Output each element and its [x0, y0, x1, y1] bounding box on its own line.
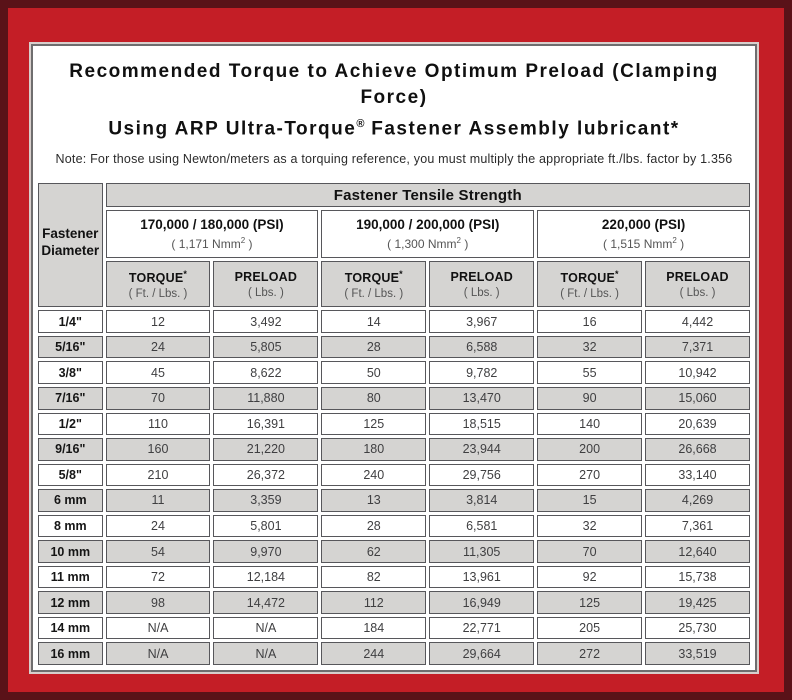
preload-value-cell: 18,515	[429, 413, 534, 436]
psi-value: 190,000 / 200,000 (PSI)	[356, 217, 500, 233]
torque-value-cell: 110	[106, 413, 211, 436]
torque-value-cell: 11	[106, 489, 211, 512]
diameter-cell: 9/16"	[38, 438, 103, 461]
table-row	[38, 387, 750, 410]
torque-value-cell: 200	[537, 438, 642, 461]
preload-value-cell: 3,359	[213, 489, 318, 512]
page-title	[35, 59, 753, 142]
preload-value-cell: 3,814	[429, 489, 534, 512]
torque-value-cell: 80	[321, 387, 426, 410]
torque-value-cell: 45	[106, 361, 211, 384]
preload-value-cell: 9,782	[429, 361, 534, 384]
torque-value-cell: 24	[106, 515, 211, 538]
torque-value-cell: 13	[321, 489, 426, 512]
torque-value-cell: 180	[321, 438, 426, 461]
diameter-cell: 7/16"	[38, 387, 103, 410]
preload-value-cell: 4,269	[645, 489, 750, 512]
nmm-value: ( 1,171 Nmm$^2$ )	[171, 236, 253, 252]
table-row	[38, 591, 750, 614]
preload-value-cell: 11,880	[213, 387, 318, 410]
psi-value: 170,000 / 180,000 (PSI)	[140, 217, 284, 233]
psi-value: 220,000 (PSI)	[601, 217, 686, 233]
torque-value-cell: 28	[321, 515, 426, 538]
preload-value-cell: N/A	[213, 617, 318, 640]
preload-value-cell: 13,470	[429, 387, 534, 410]
preload-value-cell: 15,060	[645, 387, 750, 410]
torque-value-cell: 240	[321, 464, 426, 487]
preload-value-cell: 8,622	[213, 361, 318, 384]
table-row	[38, 336, 750, 359]
torque-value-cell: 92	[537, 566, 642, 589]
preload-value-cell: 16,949	[429, 591, 534, 614]
preload-value-cell: 6,581	[429, 515, 534, 538]
note-text: Note: For those using Newton/meters as a torquing reference, you must multiply the appropriate ft./lbs. factor by 1.356	[55, 152, 733, 167]
nmm-value: ( 1,515 Nmm$^2$ )	[603, 236, 685, 252]
torque-table	[35, 180, 753, 668]
preload-value-cell: 19,425	[645, 591, 750, 614]
group-header-tensile-strength: Fastener Tensile Strength	[106, 183, 750, 207]
corner-header-line2: Diameter	[41, 243, 100, 259]
registered-mark: ®	[356, 118, 365, 130]
torque-table-container	[35, 180, 753, 668]
table-row	[38, 413, 750, 436]
preload-value-cell: 23,944	[429, 438, 534, 461]
torque-value-cell: 125	[537, 591, 642, 614]
preload-value-cell: 13,961	[429, 566, 534, 589]
torque-value-cell: 70	[106, 387, 211, 410]
preload-value-cell: 33,519	[645, 642, 750, 665]
title-line1: Recommended Torque to Achieve Optimum Preload (Clamping Force)	[69, 61, 719, 108]
preload-value-cell: 12,640	[645, 540, 750, 563]
diameter-cell: 3/8"	[38, 361, 103, 384]
torque-value-cell: 12	[106, 310, 211, 333]
preload-header-1: PRELOAD ( Lbs. )	[213, 261, 318, 307]
diameter-cell: 5/16"	[38, 336, 103, 359]
torque-value-cell: 32	[537, 515, 642, 538]
torque-value-cell: 90	[537, 387, 642, 410]
diameter-cell: 12 mm	[38, 591, 103, 614]
torque-value-cell: 140	[537, 413, 642, 436]
table-row	[38, 438, 750, 461]
diameter-cell: 8 mm	[38, 515, 103, 538]
preload-value-cell: 33,140	[645, 464, 750, 487]
preload-value-cell: 10,942	[645, 361, 750, 384]
content-panel	[31, 44, 757, 672]
title-line2-pre: Using ARP Ultra-Torque	[108, 118, 357, 140]
table-row	[38, 617, 750, 640]
torque-value-cell: 32	[537, 336, 642, 359]
diameter-cell: 14 mm	[38, 617, 103, 640]
torque-value-cell: 205	[537, 617, 642, 640]
preload-value-cell: 6,588	[429, 336, 534, 359]
preload-value-cell: 5,801	[213, 515, 318, 538]
preload-value-cell: 29,664	[429, 642, 534, 665]
preload-value-cell: 20,639	[645, 413, 750, 436]
table-row	[38, 361, 750, 384]
diameter-cell: 1/4"	[38, 310, 103, 333]
table-row	[38, 642, 750, 665]
preload-value-cell: 12,184	[213, 566, 318, 589]
preload-value-cell: 14,472	[213, 591, 318, 614]
diameter-cell: 6 mm	[38, 489, 103, 512]
preload-value-cell: 29,756	[429, 464, 534, 487]
corner-header-fastener-diameter	[38, 183, 103, 307]
preload-value-cell: 26,668	[645, 438, 750, 461]
red-frame	[8, 8, 784, 692]
preload-value-cell: 25,730	[645, 617, 750, 640]
preload-value-cell: 26,372	[213, 464, 318, 487]
torque-value-cell: 15	[537, 489, 642, 512]
table-row	[38, 515, 750, 538]
preload-value-cell: 22,771	[429, 617, 534, 640]
torque-header-1: TORQUE* ( Ft. / Lbs. )	[106, 261, 211, 307]
torque-value-cell: 70	[537, 540, 642, 563]
units-header-row	[38, 261, 750, 307]
diameter-cell: 1/2"	[38, 413, 103, 436]
torque-value-cell: N/A	[106, 617, 211, 640]
preload-value-cell: 21,220	[213, 438, 318, 461]
psi-header-190-200	[321, 210, 534, 258]
preload-value-cell: 4,442	[645, 310, 750, 333]
torque-value-cell: 244	[321, 642, 426, 665]
diameter-cell: 16 mm	[38, 642, 103, 665]
preload-value-cell: N/A	[213, 642, 318, 665]
title-line2	[35, 111, 753, 142]
table-row	[38, 489, 750, 512]
diameter-cell: 11 mm	[38, 566, 103, 589]
preload-value-cell: 16,391	[213, 413, 318, 436]
torque-value-cell: 98	[106, 591, 211, 614]
diameter-cell: 10 mm	[38, 540, 103, 563]
preload-value-cell: 15,738	[645, 566, 750, 589]
torque-header-2: TORQUE* ( Ft. / Lbs. )	[321, 261, 426, 307]
preload-value-cell: 5,805	[213, 336, 318, 359]
torque-value-cell: 16	[537, 310, 642, 333]
torque-value-cell: 112	[321, 591, 426, 614]
preload-value-cell: 3,967	[429, 310, 534, 333]
torque-header-3: TORQUE* ( Ft. / Lbs. )	[537, 261, 642, 307]
torque-value-cell: 62	[321, 540, 426, 563]
torque-value-cell: 28	[321, 336, 426, 359]
torque-value-cell: 54	[106, 540, 211, 563]
torque-value-cell: N/A	[106, 642, 211, 665]
table-row	[38, 310, 750, 333]
table-row	[38, 464, 750, 487]
corner-header-line1: Fastener	[42, 226, 99, 242]
preload-value-cell: 11,305	[429, 540, 534, 563]
preload-header-3: PRELOAD ( Lbs. )	[645, 261, 750, 307]
torque-value-cell: 210	[106, 464, 211, 487]
diameter-cell: 5/8"	[38, 464, 103, 487]
torque-value-cell: 72	[106, 566, 211, 589]
title-line2-post: Fastener Assembly lubricant*	[364, 118, 680, 140]
torque-value-cell: 50	[321, 361, 426, 384]
preload-header-2: PRELOAD ( Lbs. )	[429, 261, 534, 307]
torque-value-cell: 14	[321, 310, 426, 333]
torque-value-cell: 55	[537, 361, 642, 384]
torque-value-cell: 184	[321, 617, 426, 640]
torque-value-cell: 125	[321, 413, 426, 436]
torque-value-cell: 82	[321, 566, 426, 589]
preload-value-cell: 7,361	[645, 515, 750, 538]
preload-value-cell: 7,371	[645, 336, 750, 359]
torque-value-cell: 160	[106, 438, 211, 461]
nmm-value: ( 1,300 Nmm$^2$ )	[387, 236, 469, 252]
table-row	[38, 566, 750, 589]
table-row	[38, 540, 750, 563]
psi-header-220	[537, 210, 750, 258]
preload-value-cell: 9,970	[213, 540, 318, 563]
torque-value-cell: 270	[537, 464, 642, 487]
torque-value-cell: 24	[106, 336, 211, 359]
preload-value-cell: 3,492	[213, 310, 318, 333]
psi-header-170-180	[106, 210, 319, 258]
torque-value-cell: 272	[537, 642, 642, 665]
